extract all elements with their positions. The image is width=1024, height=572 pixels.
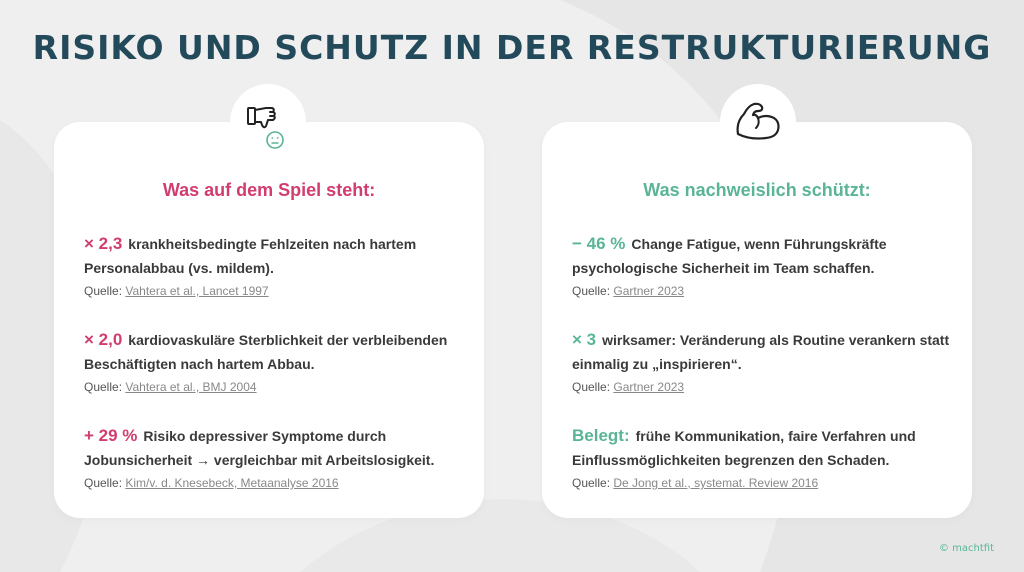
risk-item-text: kardiovaskuläre Sterblichkeit der verbleibenden Beschäftigten nach hartem Abbau. bbox=[84, 332, 448, 372]
page-title: RISIKO UND SCHUTZ IN DER RESTRUKTURIERUNG bbox=[32, 28, 992, 67]
source-link[interactable]: De Jong et al., systemat. Review 2016 bbox=[613, 476, 819, 490]
source-link[interactable]: Gartner 2023 bbox=[613, 380, 685, 394]
source-label: Quelle: bbox=[572, 284, 611, 298]
source-link[interactable]: Gartner 2023 bbox=[613, 284, 685, 298]
copyright-footer: © machtfit bbox=[938, 543, 994, 554]
protection-item-number: Belegt: bbox=[572, 426, 630, 445]
biceps-badge bbox=[720, 84, 796, 160]
protection-item-number: − 46 % bbox=[572, 234, 626, 253]
source-label: Quelle: bbox=[572, 476, 611, 490]
risk-item-number: × 2,3 bbox=[84, 234, 123, 253]
risk-item-number: × 2,0 bbox=[84, 330, 123, 349]
source-label: Quelle: bbox=[572, 380, 611, 394]
protection-item-2 bbox=[572, 328, 952, 394]
protection-item-text: Change Fatigue, wenn Führungskräfte psychologische Sicherheit im Team schaffen. bbox=[572, 236, 887, 276]
thumbs-down-badge bbox=[230, 84, 306, 160]
risk-item-3 bbox=[84, 424, 464, 490]
protection-card bbox=[542, 122, 972, 518]
protection-item-text: frühe Kommunikation, faire Verfahren und Einflussmöglichkeiten begrenzen den Schaden. bbox=[572, 428, 916, 468]
protection-item-text: wirksamer: Veränderung als Routine verankern statt einmalig zu „inspirieren“. bbox=[572, 332, 950, 372]
risk-item-text: Risiko depressiver Symptome durch Jobunsicherheit → vergleichbar mit Arbeitslosigkeit. bbox=[84, 428, 435, 468]
protection-item-number: × 3 bbox=[572, 330, 597, 349]
protection-item-3 bbox=[572, 424, 952, 490]
risk-item-text: krankheitsbedingte Fehlzeiten nach hartem Personalabbau (vs. mildem). bbox=[84, 236, 417, 276]
risk-heading: Was auf dem Spiel steht: bbox=[162, 180, 376, 200]
flexed-biceps-icon bbox=[720, 84, 796, 160]
risk-card bbox=[54, 122, 484, 518]
risk-item-1 bbox=[84, 232, 464, 298]
protection-item-1 bbox=[572, 232, 952, 298]
source-link[interactable]: Vahtera et al., Lancet 1997 bbox=[125, 284, 269, 298]
source-link[interactable]: Kim/v. d. Knesebeck, Metaanalyse 2016 bbox=[125, 476, 339, 490]
risk-item-number: + 29 % bbox=[84, 426, 138, 445]
protection-heading: Was nachweislich schützt: bbox=[643, 180, 871, 200]
thumbs-down-icon bbox=[230, 84, 306, 160]
source-label: Quelle: bbox=[84, 476, 123, 490]
source-label: Quelle: bbox=[84, 380, 123, 394]
source-link[interactable]: Vahtera et al., BMJ 2004 bbox=[125, 380, 257, 394]
source-label: Quelle: bbox=[84, 284, 123, 298]
risk-item-2 bbox=[84, 328, 464, 394]
